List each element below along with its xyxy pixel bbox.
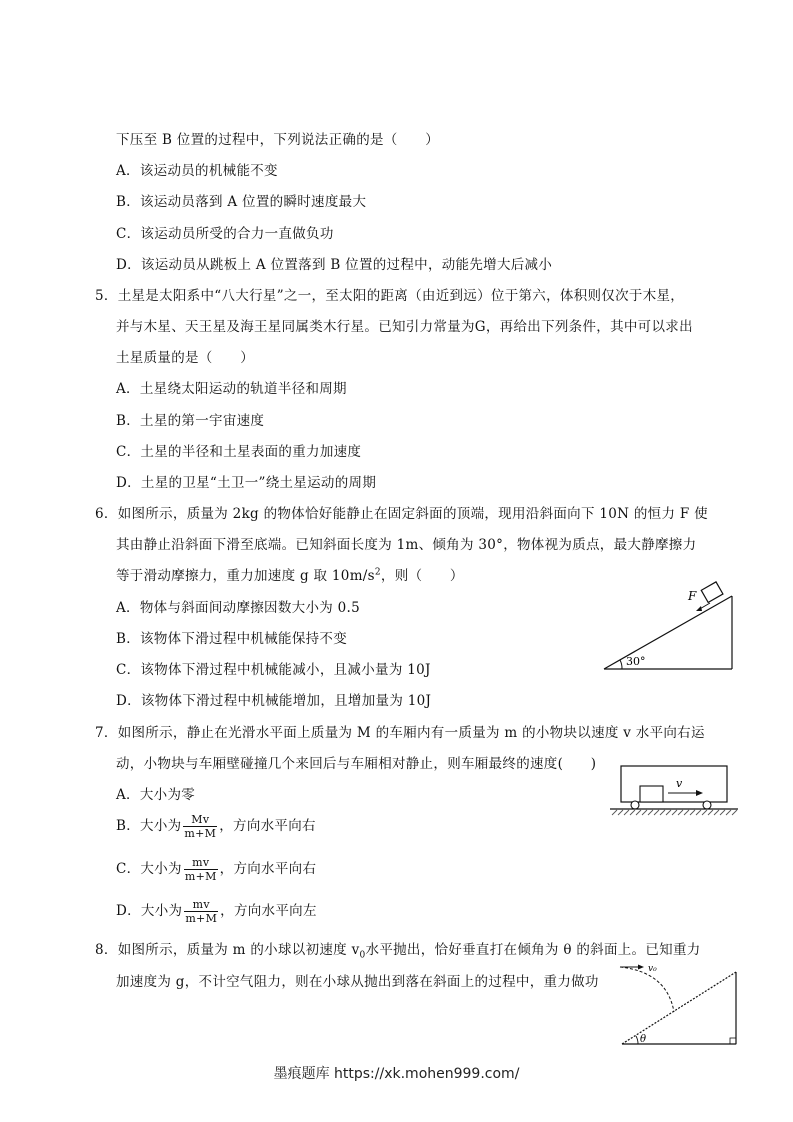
question-7-stem-2: 动，小物块与车厢壁碰撞几个来回后与车厢相对静止，则车厢最终的速度( ): [116, 756, 597, 772]
q4-option-b: B．该运动员落到 A 位置的瞬时速度最大: [116, 194, 367, 210]
q8-stem-1-tail: 水平抛出，恰好垂直打在倾角为 θ 的斜面上。已知重力: [365, 942, 701, 958]
velocity-label: v: [676, 777, 683, 790]
force-label: F: [688, 589, 697, 603]
fraction-mv: [184, 857, 218, 882]
q6-option-c: C．该物体下滑过程中机械能减小，且减小量为 10J: [116, 662, 431, 678]
angle-label: 30°: [626, 655, 646, 668]
q7-option-d-text: D．大小为: [116, 903, 183, 919]
q6-option-b: B．该物体下滑过程中机械能保持不变: [116, 631, 348, 647]
q7-option-b-text: B．大小为: [116, 818, 182, 834]
question-6-stem-2: 其由静止沿斜面下滑至底端。已知斜面长度为 1m、倾角为 30°，物体视为质点，最大静摩擦力: [116, 537, 697, 553]
q7-option-d-direction: ，方向水平向左: [220, 903, 317, 919]
q7-option-a: A．大小为零: [116, 787, 196, 803]
question-5-stem-1: 5．土星是太阳系中“八大行星”之一，至太阳的距离（由近到远）位于第六，体积则仅次于木星，: [95, 288, 685, 304]
q4-option-a: A．该运动员的机械能不变: [116, 163, 278, 179]
fraction-Mv: [183, 814, 217, 839]
q6-option-a: A．物体与斜面间动摩擦因数大小为 0.5: [116, 600, 361, 616]
q4-option-d: D．该运动员从跳板上 A 位置落到 B 位置的过程中，动能先增大后减小: [116, 257, 553, 273]
q6-stem-3-tail: ，则（ ）: [380, 568, 464, 584]
question-4-stem-tail: 下压至 B 位置的过程中，下列说法正确的是（ ）: [116, 132, 440, 148]
fraction-mv: [184, 899, 218, 924]
q7-option-c-text: C．大小为: [116, 861, 182, 877]
q4-option-c: C．该运动员所受的合力一直做负功: [116, 226, 334, 242]
fraction-numerator: mv: [184, 857, 218, 870]
q6-stem-3-text: 等于滑动摩擦力，重力加速度 g 取 10m/s: [116, 568, 375, 584]
q8-stem-1-text: 8．如图所示，质量为 m 的小球以初速度 v: [95, 942, 360, 958]
fraction-numerator: mv: [184, 899, 218, 912]
fraction-denominator: m+M: [185, 912, 218, 925]
projectile-figure-q8: [612, 960, 742, 1050]
q5-option-a: A．土星绕太阳运动的轨道半径和周期: [116, 381, 347, 397]
q6-exponent: 2: [374, 567, 381, 578]
q5-option-c: C．土星的半径和土星表面的重力加速度: [116, 444, 362, 460]
fraction-numerator: Mv: [183, 814, 217, 827]
carriage-figure-q7: [608, 760, 740, 816]
q8-subscript: 0: [359, 950, 366, 961]
question-6-stem-3: [116, 564, 464, 584]
question-6-stem-1: 6．如图所示，质量为 2kg 的物体恰好能静止在固定斜面的顶端，现用沿斜面向下 10N 的恒力 F 使: [95, 506, 708, 522]
q7-option-c: [116, 857, 316, 882]
question-5-stem-3: 土星质量的是（ ）: [116, 350, 254, 366]
q7-option-b-direction: ，方向水平向右: [219, 818, 316, 834]
q7-option-c-direction: ，方向水平向右: [219, 861, 317, 877]
angle-theta-label: θ: [640, 1034, 647, 1045]
q5-option-d: D．土星的卫星“土卫一”绕土星运动的周期: [116, 475, 377, 491]
question-8-stem-1: [95, 938, 701, 961]
question-7-stem-1: 7．如图所示，静止在光滑水平面上质量为 M 的车厢内有一质量为 m 的小物块以速度 v 水平向右运: [95, 725, 705, 741]
q6-option-d: D．该物体下滑过程中机械能增加，且增加量为 10J: [116, 693, 432, 709]
question-8-stem-2: 加速度为 g，不计空气阻力，则在小球从抛出到落在斜面上的过程中，重力做功: [116, 974, 599, 990]
incline-figure-q6: [598, 576, 738, 676]
footer-watermark: 墨痕题库 https://xk.mohen999.com/: [273, 1066, 520, 1082]
q7-option-d: [116, 899, 317, 924]
fraction-denominator: m+M: [184, 870, 217, 883]
q5-option-b: B．土星的第一宇宙速度: [116, 413, 265, 429]
question-5-stem-2: 并与木星、天王星及海王星同属类木行星。已知引力常量为G，再给出下列条件，其中可以求出: [116, 319, 693, 335]
q7-option-b: [116, 814, 316, 839]
fraction-denominator: m+M: [184, 827, 217, 840]
initial-velocity-label: v₀: [648, 964, 657, 974]
